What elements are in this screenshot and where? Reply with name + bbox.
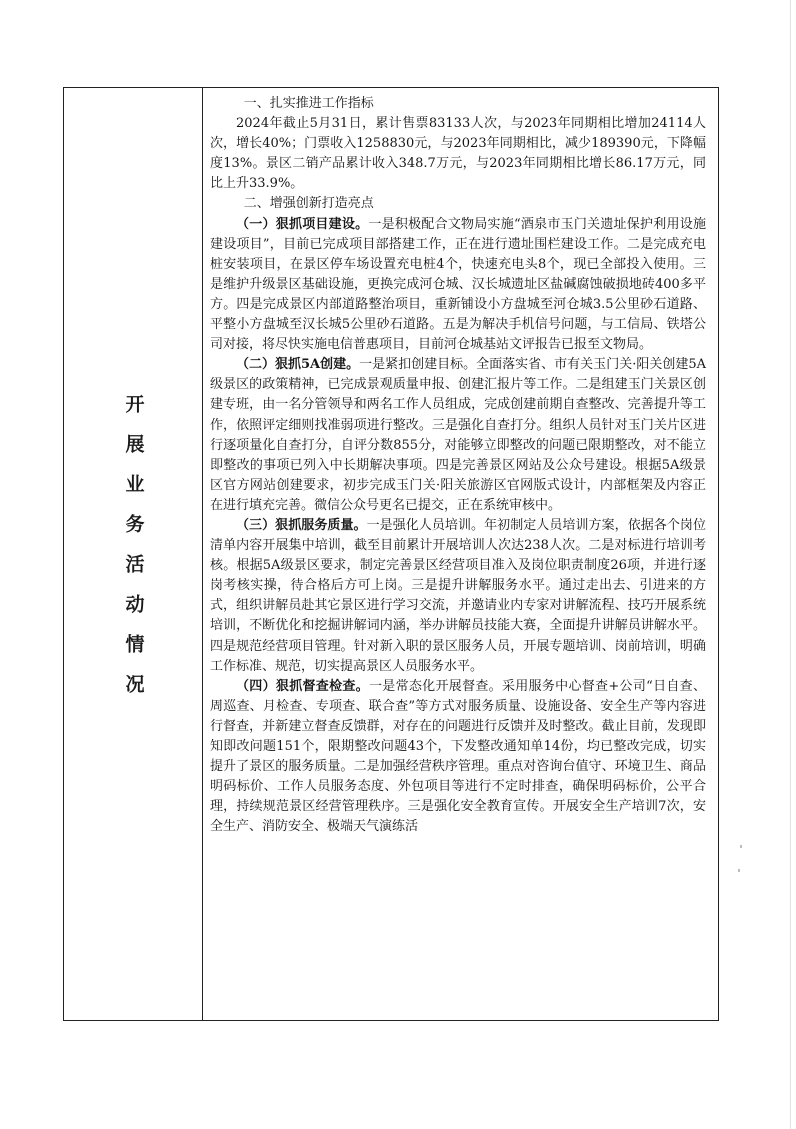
row-label-cell	[64, 88, 202, 1020]
subsection-title: （三）狠抓服务质量。	[236, 517, 367, 533]
subsection-text: 一是强化人员培训。年初制定人员培训方案，依据各个岗位清单内容开展集中培训，截至目前累计开展培训人次达238人次。二是对标进行培训考核。根据5A级景区要求，制定完善景区经营项目准入及岗位职责制度26项，并进行逐岗考核实操，待合格后方可上岗。三是提升讲解服务水平。通过走出去、引进来的方式，组织讲解员赴其它景区进行学习交流，并邀请业内专家对讲解流程、技巧开展系统培训，不断优化和挖掘讲解词内涵，举办讲解员技能大赛，全面提升讲解员讲解水平。四是规范经营项目管理。针对新入职的景区服务人员，开展专题培训、岗前培训，明确工作标准、规范，切实提高景区人员服务水平。	[210, 517, 706, 674]
subsection-paragraph	[210, 215, 706, 356]
subsection-paragraph	[210, 677, 706, 838]
section-heading: 一、扎实推进工作指标	[243, 96, 374, 111]
subsection-paragraph	[210, 516, 706, 677]
column-divider	[202, 88, 203, 1020]
subsection-title: （一）狠抓项目建设。	[236, 216, 369, 232]
subsection-title: （四）狠抓督查检查。	[236, 678, 369, 694]
section-paragraph: 2024年截止5月31日，累计售票83133人次，与2023年同期相比增加24114人次，增长40%；门票收入1258830元，与2023年同期相比，减少189390元，下降幅度13%。景区二销产品累计收入348.7万元，与2023年同期相比增长86.17万元，同比上升33.9%。	[210, 116, 706, 192]
report-table	[63, 87, 719, 1021]
page-edge	[790, 0, 791, 1129]
subsection-text: 一是紧扣创建目标。全面落实省、市有关玉门关·阳关创建5A级景区的政策精神，已完成景观质量申报、创建汇报片等工作。二是组建玉门关景区创建专班，由一名分管领导和两名工作人员组成，完成创建前期自查整改、完善提升等工作，依照评定细则找准弱项进行整改。三是强化自查打分。组织人员针对玉门关片区进行逐项量化自查打分，自评分数855分，对能够立即整改的问题已限期整改，对不能立即整改的事项已列入中长期解决事项。四是完善景区网站及公众号建设。根据5A级景区官方网站创建要求，初步完成玉门关·阳关旅游区官网版式设计，内部框架及内容正在进行填充完善。微信公众号更名已提交，正在系统审核中。	[210, 357, 706, 513]
subsection-text: 一是常态化开展督查。采用服务中心督查+公司“日自查、周巡查、月检查、专项查、联合查”等方式对服务质量、设施设备、安全生产等内容进行督查，并新建立督查反馈群，对存在的问题进行反馈并及时整改。截止目前，发现即知即改问题151个，限期整改问题43个，下发整改通知单14份，均已整改完成，切实提升了景区的服务质量。二是加强经营秩序管理。重点对咨询台值守、环境卫生、商品明码标价、工作人员服务态度、外包项目等进行不定时排查，确保明码标价，公平合理，持续规范景区经营管理秩序。三是强化安全教育宣传。开展安全生产培训7次，安全生产、消防安全、极端天气演练活	[210, 678, 706, 835]
subsection-title: （二）狠抓5A创建。	[236, 357, 360, 373]
section-heading: 二、增强创新打造亮点	[243, 196, 374, 212]
content-cell	[210, 94, 706, 837]
scan-speck	[740, 845, 742, 848]
scan-speck	[738, 869, 740, 872]
subsection-text: 一是积极配合文物局实施“酒泉市玉门关遗址保护利用设施建设项目”，目前已完成项目部搭建工作，正在进行遗址围栏建设工作。二是完成充电桩安装项目，在景区停车场设置充电桩4个，快速充电头8个，现已全部投入使用。三是维护升级景区基础设施，更换完成河仓城、汉长城遗址区盐碱腐蚀破损地砖400多平方。四是完成景区内部道路整治项目，重新铺设小方盘城至河仓城3.5公里砂石道路、平整小方盘城至汉长城5公里砂石道路。五是为解决手机信号问题，与工信局、铁塔公司对接，将尽快实施电信普惠项目，目前河仓城基站文评报告已报至文物局。	[210, 216, 706, 353]
row-label: 开展业务活动情况	[122, 394, 145, 714]
subsection-paragraph	[210, 355, 706, 516]
